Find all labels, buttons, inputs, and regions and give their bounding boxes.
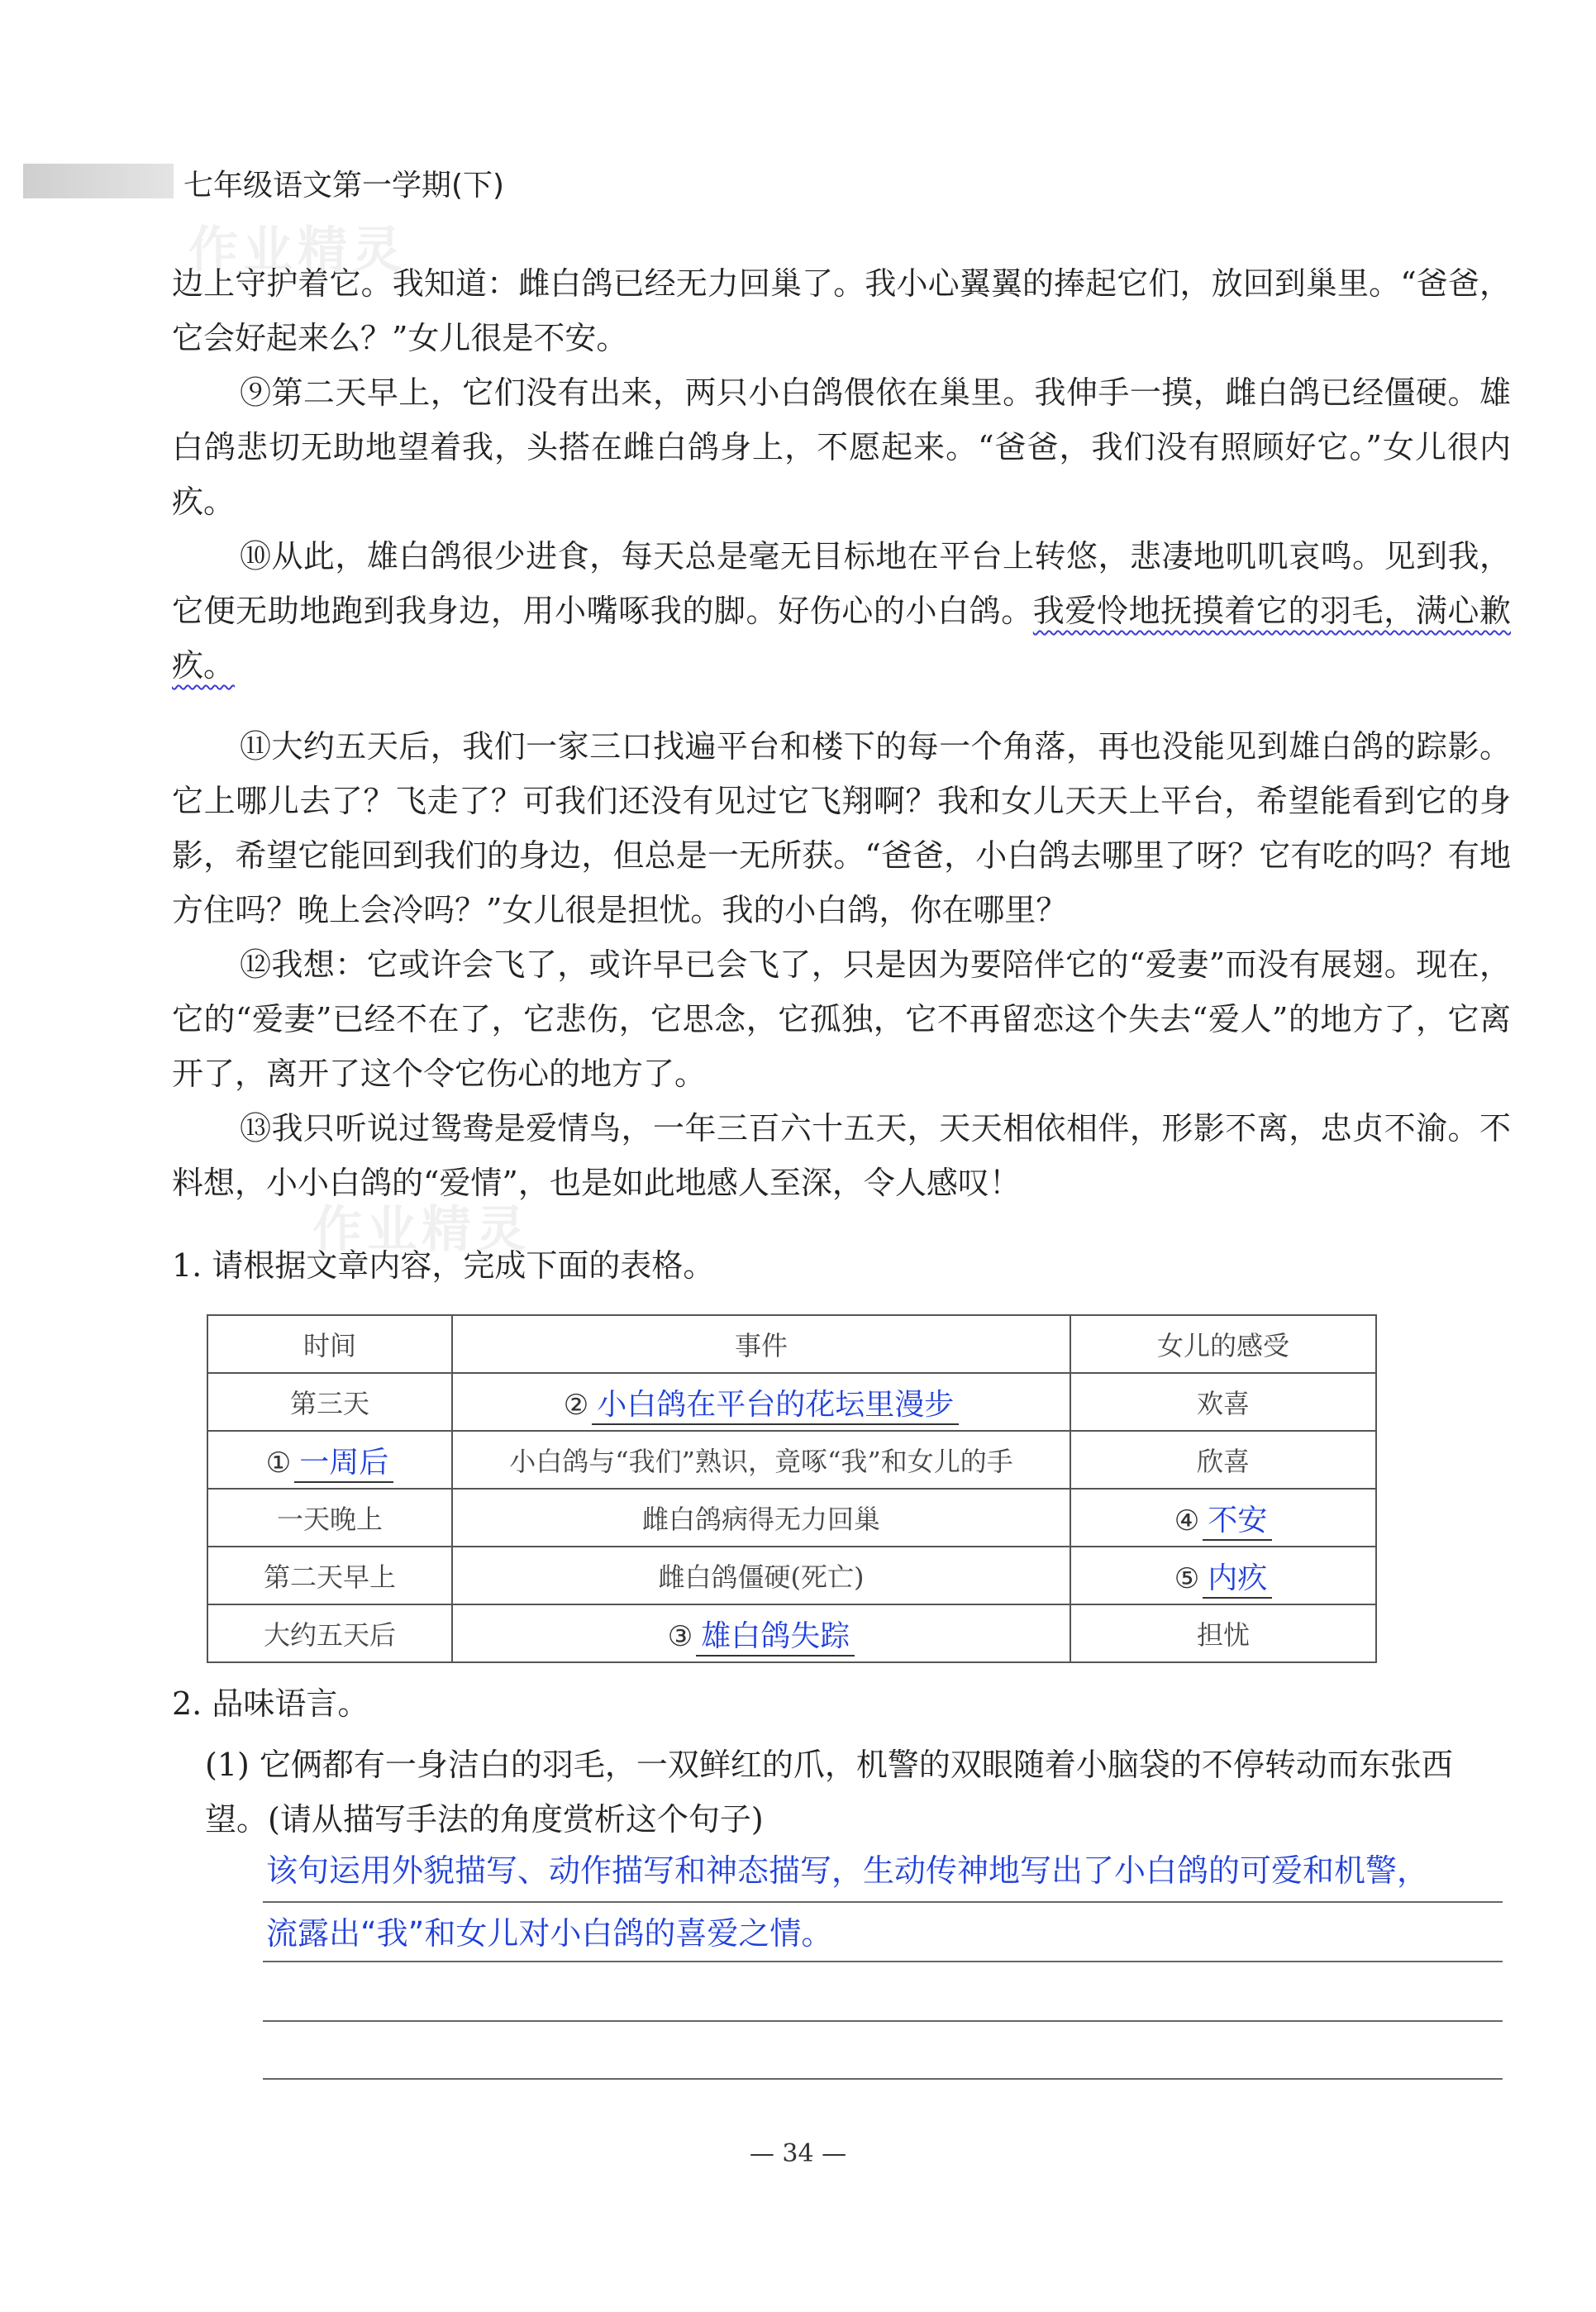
time-cell: 第三天 xyxy=(207,1373,452,1431)
handwritten-answer: 小白鸽在平台的花坛里漫步 xyxy=(592,1388,959,1425)
blank-number: ④ xyxy=(1174,1504,1200,1537)
passage-paragraph: 边上守护着它。我知道：雌白鸽已经无力回巢了。我小心翼翼的捧起它们，放回到巢里。“爸爸，它会好起来么？”女儿很是不安。 xyxy=(172,265,1511,356)
handwritten-answer: 雄白鸽失踪 xyxy=(696,1619,855,1657)
watermark: 作业精灵 xyxy=(188,222,407,279)
time-cell xyxy=(207,1431,452,1489)
time-cell: 大约五天后 xyxy=(207,1604,452,1662)
event-cell xyxy=(452,1373,1070,1431)
header-event: 事件 xyxy=(452,1315,1070,1373)
handwritten-answer: 内疚 xyxy=(1203,1561,1272,1599)
event-cell: 小白鸽与“我们”熟识，竟啄“我”和女儿的手 xyxy=(452,1431,1070,1489)
answer-line xyxy=(263,2078,1503,2080)
passage-paragraph-13: ⑬我只听说过鸳鸯是爱情鸟，一年三百六十五天，天天相依相伴，形影不离，忠贞不渝。不料想，小小白鸽的“爱情”，也是如此地感人至深，令人感叹！ xyxy=(172,1110,1511,1201)
feeling-cell: 欢喜 xyxy=(1070,1373,1376,1431)
question-2-sub-1-prompt: (1) 它俩都有一身洁白的羽毛，一双鲜红的爪，机警的双眼随着小脑袋的不停转动而东张西望。(请从描写手法的角度赏析这个句子) xyxy=(205,1747,1453,1838)
header-feeling: 女儿的感受 xyxy=(1070,1315,1376,1373)
page-number: — 34 — xyxy=(749,2139,847,2168)
wavy-underlined-sentence: 我爱怜地抚摸着它的羽毛，满心歉疚。 xyxy=(172,593,1511,684)
time-cell: 第二天早上 xyxy=(207,1547,452,1604)
paragraph-10-text: ⑩从此，雄白鸽很少进食，每天总是毫无目标地在平台上转悠，悲凄地叽叽哀鸣。见到我，它便无助地跑到我身边，用小嘴啄我的脚。好伤心的小白鸽。 xyxy=(172,538,1511,629)
blank-number: ① xyxy=(265,1446,292,1480)
answer-line xyxy=(263,1901,1503,1903)
passage-paragraph-12: ⑫我想：它或许会飞了，或许早已会飞了，只是因为要陪伴它的“爱妻”而没有展翅。现在，它的“爱妻”已经不在了，它悲伤，它思念，它孤独，它不再留恋这个失去“爱人”的地方了，它离开了，离开了这个令它伤心的地方了。 xyxy=(172,946,1511,1092)
page-header-title: 七年级语文第一学期(下) xyxy=(183,169,505,203)
header-gray-bar xyxy=(23,164,174,198)
feeling-cell xyxy=(1070,1547,1376,1604)
passage-paragraph-9: ⑨第二天早上，它们没有出来，两只小白鸽偎依在巢里。我伸手一摸，雌白鸽已经僵硬。雄白鸽悲切无助地望着我，头搭在雌白鸽身上，不愿起来。“爸爸，我们没有照顾好它。”女儿很内疚。 xyxy=(172,374,1511,520)
blank-number: ⑤ xyxy=(1174,1561,1200,1595)
feeling-cell: 欣喜 xyxy=(1070,1431,1376,1489)
handwritten-answer-line-2: 流露出“我”和女儿对小白鸽的喜爱之情。 xyxy=(266,1915,833,1952)
blank-number: ③ xyxy=(667,1619,693,1653)
header-time: 时间 xyxy=(207,1315,452,1373)
event-cell xyxy=(452,1604,1070,1662)
table-row xyxy=(207,1489,1376,1547)
feeling-cell xyxy=(1070,1489,1376,1547)
event-cell: 雌白鸽病得无力回巢 xyxy=(452,1489,1070,1547)
feeling-cell: 担忧 xyxy=(1070,1604,1376,1662)
table-row xyxy=(207,1431,1376,1489)
table-row xyxy=(207,1547,1376,1604)
passage-paragraph-10 xyxy=(172,529,1511,693)
table-row xyxy=(207,1373,1376,1431)
handwritten-answer-line-1: 该句运用外貌描写、动作描写和神态描写，生动传神地写出了小白鸽的可爱和机警， xyxy=(266,1852,1429,1889)
table-row xyxy=(207,1604,1376,1662)
event-cell: 雌白鸽僵硬(死亡) xyxy=(452,1547,1070,1604)
events-table xyxy=(207,1314,1377,1663)
watermark: 作业精灵 xyxy=(312,1201,531,1259)
handwritten-answer: 一周后 xyxy=(294,1446,393,1483)
blank-number: ② xyxy=(563,1388,589,1422)
answer-line xyxy=(263,1961,1503,1962)
question-2-label: 2. 品味语言。 xyxy=(172,1685,369,1722)
passage-paragraph-11: ⑪大约五天后，我们一家三口找遍平台和楼下的每一个角落，再也没能见到雄白鸽的踪影。它上哪儿去了？飞走了？可我们还没有见过它飞翔啊？我和女儿天天上平台，希望能看到它的身影，希望它能回到我们的身边，但总是一无所获。“爸爸，小白鸽去哪里了呀？它有吃的吗？有地方住吗？晚上会冷吗？”女儿很是担忧。我的小白鸽，你在哪里？ xyxy=(172,728,1511,928)
time-cell: 一天晚上 xyxy=(207,1489,452,1547)
question-1-label: 1. 请根据文章内容，完成下面的表格。 xyxy=(172,1247,715,1284)
handwritten-answer: 不安 xyxy=(1203,1504,1272,1541)
answer-line xyxy=(263,2020,1503,2022)
table-header-row xyxy=(207,1315,1376,1373)
